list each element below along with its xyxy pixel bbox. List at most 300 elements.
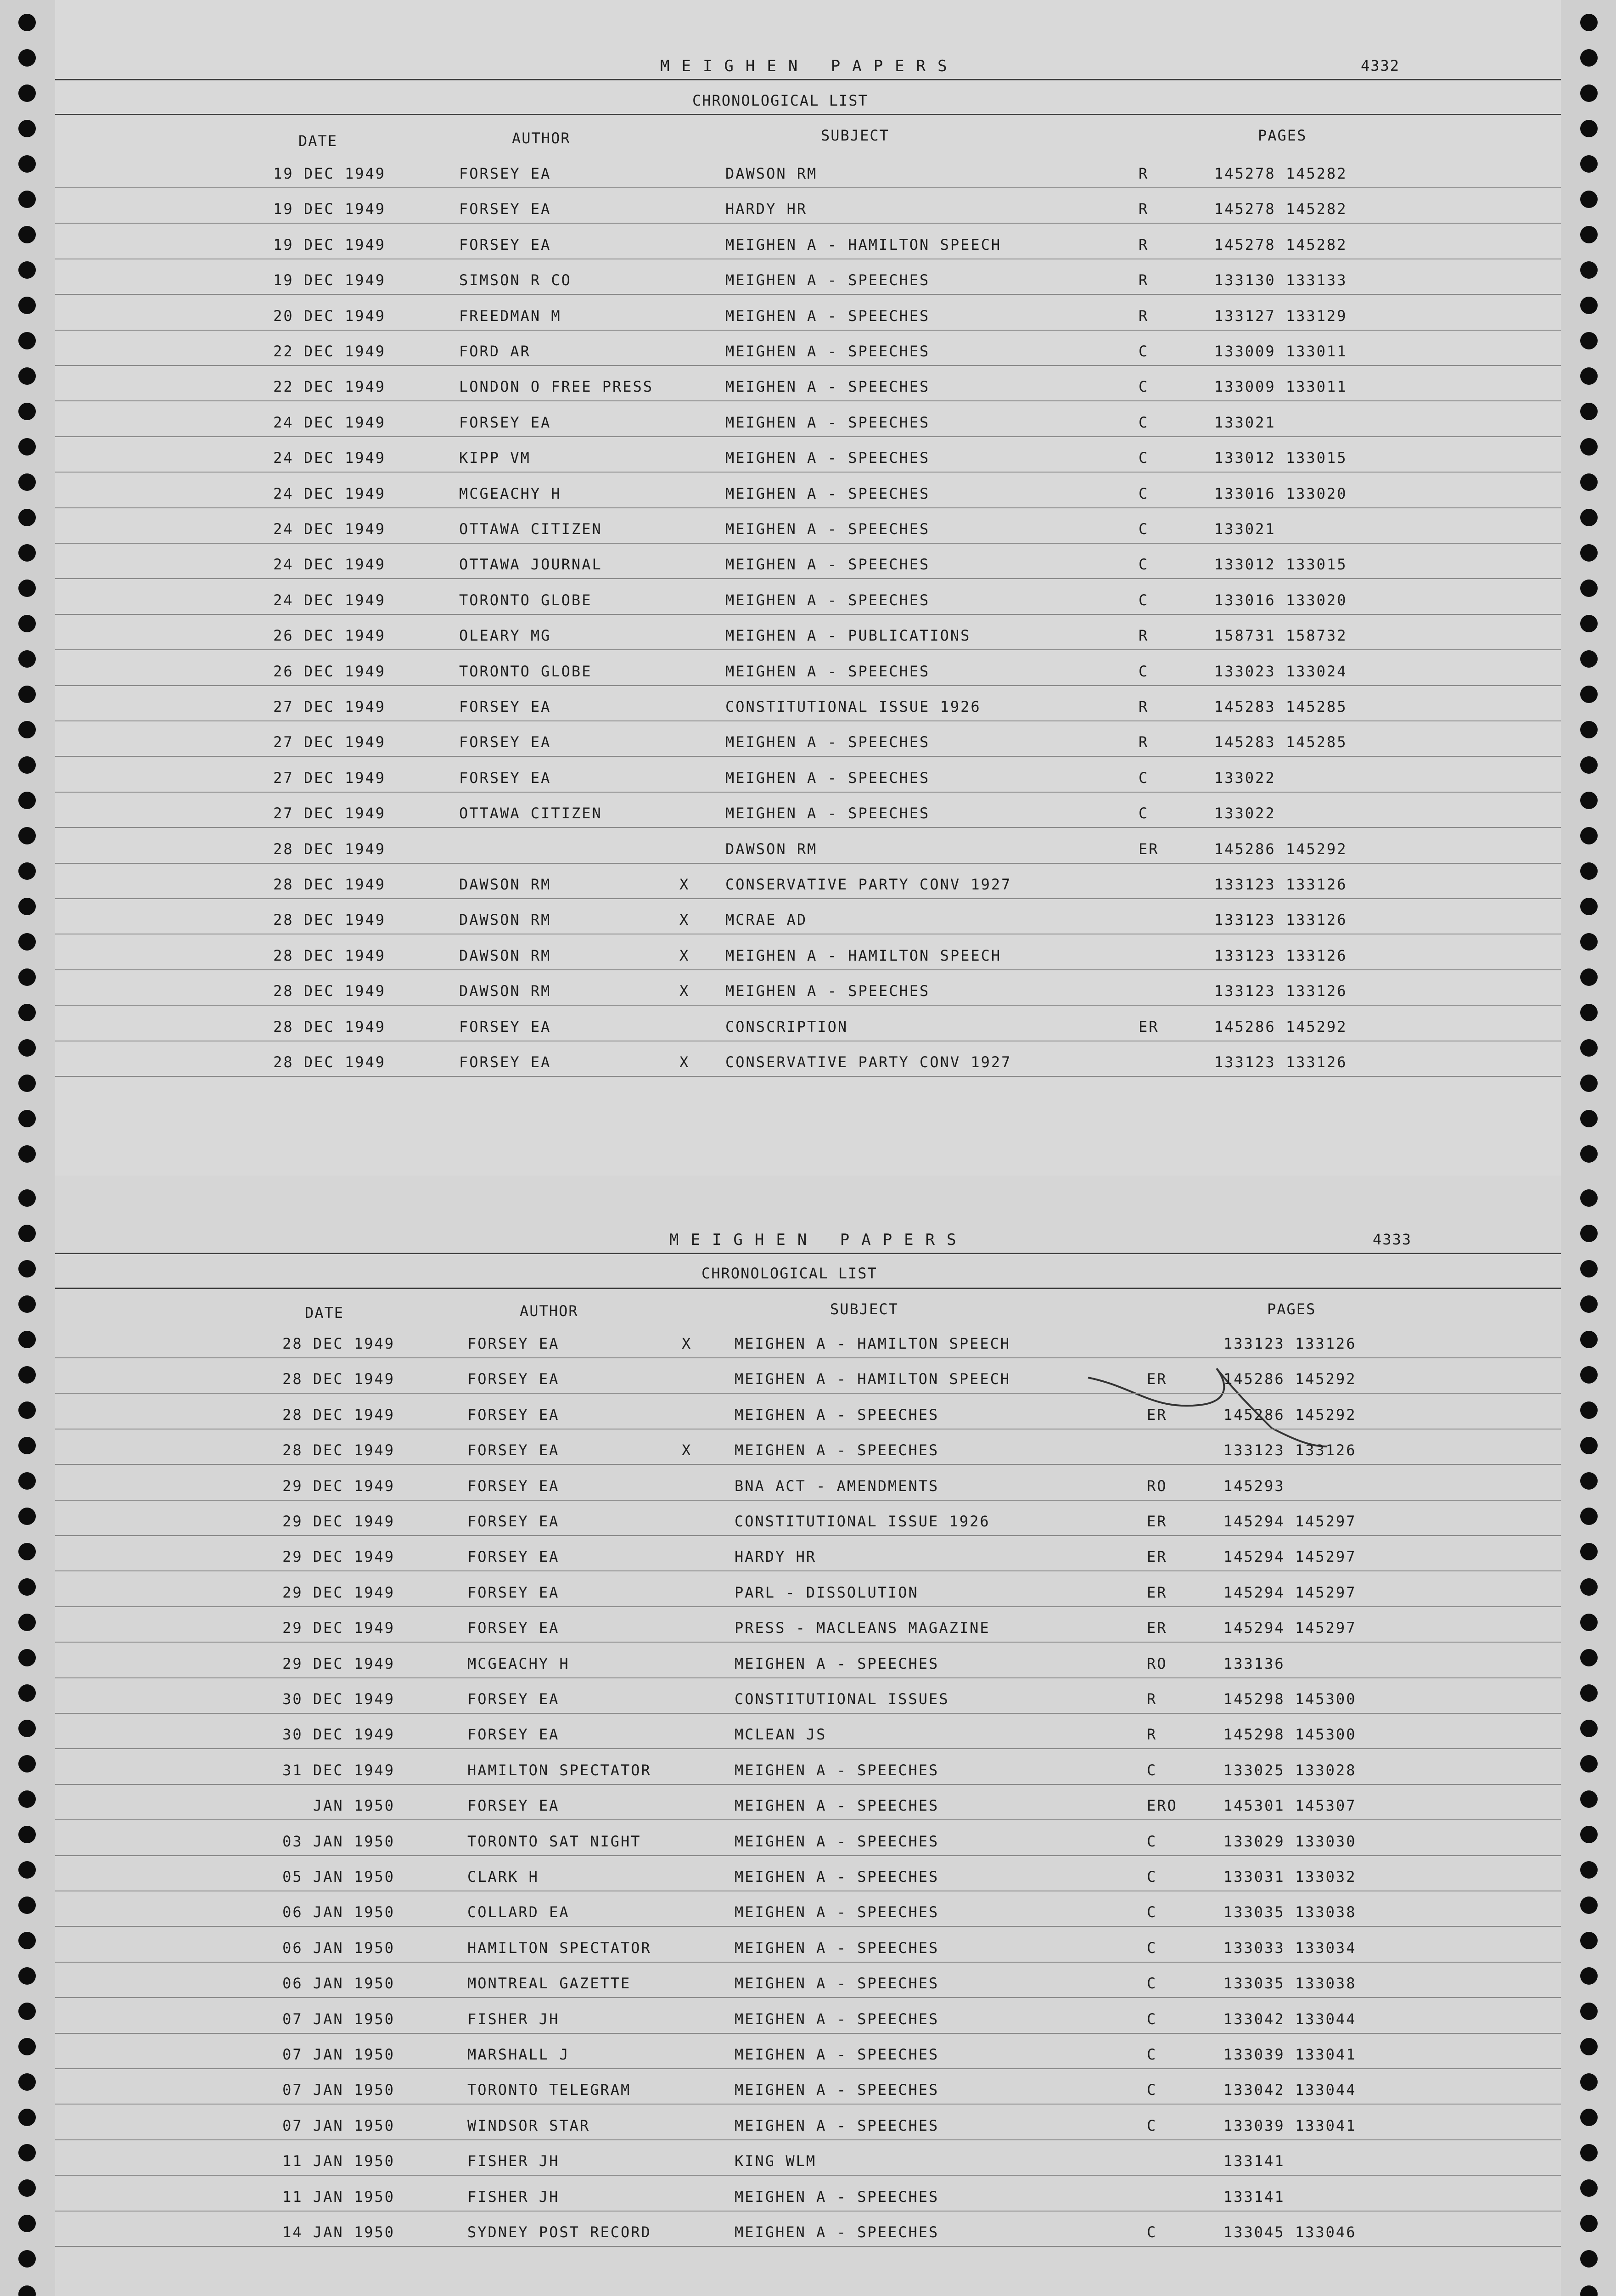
sheet-title: MEIGHEN PAPERS (669, 1231, 968, 1249)
cell-subject: MEIGHEN A - SPEECHES (735, 1441, 939, 1459)
cell-code: C (1147, 2116, 1157, 2134)
sprocket-hole (18, 650, 36, 668)
row-rule (55, 187, 1561, 188)
sprocket-hole (1580, 1720, 1598, 1737)
column-header-author: AUTHOR (520, 1302, 578, 1320)
cell-subject: MEIGHEN A - SPEECHES (735, 1939, 939, 1957)
cell-author: FORSEY EA (459, 165, 551, 182)
rule (55, 1253, 1561, 1254)
row-rule (55, 792, 1561, 793)
sprocket-hole (18, 1967, 36, 1985)
cell-author: OTTAWA CITIZEN (459, 805, 602, 822)
sprocket-hole (18, 473, 36, 491)
cell-code: ER (1147, 1548, 1167, 1566)
row-rule (55, 1677, 1561, 1678)
row-rule (55, 1535, 1561, 1536)
cell-subject: DAWSON RM (725, 840, 818, 858)
cell-subject: MCLEAN JS (735, 1726, 827, 1744)
cell-date: 19 DEC 1949 (273, 271, 386, 289)
sprocket-hole (1580, 580, 1598, 597)
column-header-author: AUTHOR (512, 129, 571, 147)
cell-date: 11 JAN 1950 (282, 2152, 395, 2170)
cell-code: R (1139, 627, 1149, 645)
cell-author: DAWSON RM (459, 946, 551, 964)
row-rule (55, 400, 1561, 401)
cell-date: 27 DEC 1949 (273, 698, 386, 715)
sprocket-hole (18, 1861, 36, 1879)
cell-code: R (1139, 271, 1149, 289)
sprocket-hole (18, 1826, 36, 1843)
sprocket-hole (18, 120, 36, 137)
cell-date: 19 DEC 1949 (273, 165, 386, 182)
cell-code: C (1139, 378, 1149, 396)
sprocket-hole (18, 2073, 36, 2091)
cell-subject: MEIGHEN A - SPEECHES (735, 2010, 939, 2028)
sprocket-hole (18, 1075, 36, 1092)
cell-author: FORSEY EA (459, 1053, 551, 1071)
sprocket-hole (18, 2109, 36, 2126)
sprocket-hole (1580, 898, 1598, 915)
cell-subject: MEIGHEN A - SPEECHES (735, 2188, 939, 2206)
sprocket-hole (18, 1189, 36, 1207)
sprocket-hole (18, 297, 36, 314)
sprocket-hole (1580, 509, 1598, 526)
row-rule (55, 898, 1561, 899)
cell-pages: 133042 133044 (1223, 2081, 1357, 2099)
sprocket-hole (1580, 933, 1598, 951)
row-rule (55, 614, 1561, 615)
sheet-title: MEIGHEN PAPERS (660, 57, 959, 75)
column-header-pages: PAGES (1258, 127, 1307, 144)
cell-date: 28 DEC 1949 (273, 876, 386, 893)
cell-subject: MEIGHEN A - PUBLICATIONS (725, 627, 971, 645)
cell-date: 26 DEC 1949 (273, 662, 386, 680)
cell-code: C (1139, 484, 1149, 502)
sprocket-hole (1580, 1543, 1598, 1560)
cell-code: C (1147, 1903, 1157, 1921)
sprocket-hole (18, 1145, 36, 1163)
cell-date: 07 JAN 1950 (282, 2116, 395, 2134)
cell-author: FORSEY EA (459, 1018, 551, 1035)
sprocket-hole (18, 1295, 36, 1313)
cell-pages: 133039 133041 (1223, 2116, 1357, 2134)
cell-pages: 133031 133032 (1223, 1868, 1357, 1885)
sprocket-hole (1580, 1260, 1598, 1277)
sprocket-hole (1580, 261, 1598, 279)
sprocket-hole (1580, 1189, 1598, 1207)
sprocket-hole (18, 2179, 36, 2197)
cell-subject: MEIGHEN A - SPEECHES (725, 413, 930, 431)
sprocket-hole (1580, 2003, 1598, 2020)
cell-date: 28 DEC 1949 (273, 982, 386, 1000)
sprocket-hole (18, 1366, 36, 1384)
rule (55, 79, 1561, 80)
cell-author: FORSEY EA (459, 733, 551, 751)
cell-author: FORSEY EA (467, 1335, 560, 1352)
cell-date: 28 DEC 1949 (273, 911, 386, 929)
cell-author: DAWSON RM (459, 911, 551, 929)
cell-pages: 133123 133126 (1214, 876, 1347, 893)
cell-x: X (682, 1441, 692, 1459)
sprocket-hole (1580, 473, 1598, 491)
cell-date: 28 DEC 1949 (273, 1018, 386, 1035)
cell-date: 07 JAN 1950 (282, 2046, 395, 2063)
cell-pages: 145286 145292 (1214, 840, 1347, 858)
row-rule (55, 1926, 1561, 1927)
sprocket-hole (18, 1932, 36, 1949)
cell-code: C (1147, 1761, 1157, 1779)
cell-author: FORSEY EA (467, 1513, 560, 1530)
cell-pages: 133039 133041 (1223, 2046, 1357, 2063)
cell-code: RO (1147, 1477, 1167, 1495)
cell-code: C (1147, 1868, 1157, 1885)
row-rule (55, 1819, 1561, 1820)
cell-pages: 133012 133015 (1214, 556, 1347, 574)
sprocket-hole (1580, 1366, 1598, 1384)
cell-code: R (1139, 307, 1149, 325)
cell-subject: MEIGHEN A - SPEECHES (725, 343, 930, 360)
sprocket-hole (1580, 1039, 1598, 1057)
cell-author: FORSEY EA (467, 1370, 560, 1388)
sprocket-hole (1580, 968, 1598, 986)
cell-pages: 133123 133126 (1223, 1335, 1357, 1352)
sprocket-hole (18, 1896, 36, 1914)
cell-code: C (1139, 769, 1149, 787)
cell-code: C (1147, 2046, 1157, 2063)
row-rule (55, 2104, 1561, 2105)
row-rule (55, 1357, 1561, 1358)
cell-pages: 133035 133038 (1223, 1975, 1357, 1992)
cell-date: 30 DEC 1949 (282, 1726, 395, 1744)
cell-pages: 133141 (1223, 2188, 1285, 2206)
cell-date: 07 JAN 1950 (282, 2010, 395, 2028)
cell-pages: 145286 145292 (1214, 1018, 1347, 1035)
sprocket-hole (18, 1039, 36, 1057)
cell-date: 29 DEC 1949 (282, 1619, 395, 1637)
cell-subject: BNA ACT - AMENDMENTS (735, 1477, 939, 1495)
cell-code: C (1147, 1939, 1157, 1957)
row-rule (55, 543, 1561, 544)
sprocket-hole (18, 2144, 36, 2161)
cell-author: FORSEY EA (467, 1619, 560, 1637)
cell-date: 24 DEC 1949 (273, 449, 386, 467)
cell-author: FORSEY EA (467, 1726, 560, 1744)
row-rule (55, 2246, 1561, 2247)
sprocket-hole (18, 191, 36, 208)
cell-date: 19 DEC 1949 (273, 200, 386, 218)
row-rule (55, 1005, 1561, 1006)
sprocket-hole (1580, 155, 1598, 173)
cell-pages: 133022 (1214, 769, 1276, 787)
row-rule (55, 2033, 1561, 2034)
cell-subject: MEIGHEN A - SPEECHES (735, 1832, 939, 1850)
cell-date: 24 DEC 1949 (273, 484, 386, 502)
cell-date: 05 JAN 1950 (282, 1868, 395, 1885)
column-header-subject: SUBJECT (821, 127, 889, 144)
cell-pages: 133042 133044 (1223, 2010, 1357, 2028)
sprocket-hole (18, 438, 36, 456)
cell-code: RO (1147, 1654, 1167, 1672)
row-rule (55, 1570, 1561, 1571)
cell-date: 24 DEC 1949 (273, 556, 386, 574)
row-rule (55, 1606, 1561, 1607)
cell-pages: 145278 145282 (1214, 200, 1347, 218)
sprocket-hole (18, 721, 36, 738)
cell-author: MONTREAL GAZETTE (467, 1975, 631, 1992)
sprocket-hole (1580, 332, 1598, 349)
cell-pages: 133045 133046 (1223, 2223, 1357, 2241)
row-rule (55, 649, 1561, 650)
sprocket-hole (18, 155, 36, 173)
cell-pages: 133127 133129 (1214, 307, 1347, 325)
cell-pages: 133033 133034 (1223, 1939, 1357, 1957)
sprocket-hole (18, 544, 36, 562)
cell-date: 28 DEC 1949 (282, 1335, 395, 1352)
sprocket-hole (18, 968, 36, 986)
sprocket-hole (18, 2250, 36, 2268)
cell-author: DAWSON RM (459, 876, 551, 893)
cell-author: HAMILTON SPECTATOR (467, 1939, 651, 1957)
cell-author: FORSEY EA (467, 1690, 560, 1708)
cell-code: ERO (1147, 1797, 1178, 1815)
cell-date: 27 DEC 1949 (273, 733, 386, 751)
cell-x: X (679, 911, 690, 929)
cell-author: WINDSOR STAR (467, 2116, 590, 2134)
sprocket-hole (1580, 49, 1598, 67)
cell-subject: MEIGHEN A - SPEECHES (725, 805, 930, 822)
row-rule (55, 1642, 1561, 1643)
row-rule (55, 1076, 1561, 1077)
row-rule (55, 756, 1561, 757)
cell-subject: CONSCRIPTION (725, 1018, 848, 1035)
cell-pages: 133141 (1223, 2152, 1285, 2170)
cell-code: R (1139, 165, 1149, 182)
sprocket-hole (18, 2215, 36, 2232)
sprocket-hole (18, 367, 36, 385)
cell-subject: PRESS - MACLEANS MAGAZINE (735, 1619, 990, 1637)
cell-code: C (1139, 413, 1149, 431)
cell-pages: 133130 133133 (1214, 271, 1347, 289)
sprocket-hole (18, 1437, 36, 1454)
cell-code: C (1139, 343, 1149, 360)
cell-subject: CONSTITUTIONAL ISSUE 1926 (735, 1513, 990, 1530)
cell-date: 22 DEC 1949 (273, 378, 386, 396)
sprocket-hole (1580, 1004, 1598, 1021)
sprocket-hole (18, 1401, 36, 1419)
cell-date: 28 DEC 1949 (273, 946, 386, 964)
row-rule (55, 1464, 1561, 1465)
cell-subject: CONSERVATIVE PARTY CONV 1927 (725, 876, 1012, 893)
page-number: 4333 (1373, 1231, 1412, 1248)
row-rule (55, 720, 1561, 721)
sprocket-hole (18, 14, 36, 31)
cell-date: 28 DEC 1949 (282, 1370, 395, 1388)
sprocket-hole (1580, 2038, 1598, 2055)
cell-subject: CONSTITUTIONAL ISSUES (735, 1690, 949, 1708)
cell-date: 06 JAN 1950 (282, 1939, 395, 1957)
cell-date: 20 DEC 1949 (273, 307, 386, 325)
cell-subject: MEIGHEN A - SPEECHES (725, 733, 930, 751)
sprocket-hole (1580, 1861, 1598, 1879)
cell-date: 26 DEC 1949 (273, 627, 386, 645)
cell-date: 24 DEC 1949 (273, 591, 386, 609)
sprocket-hole (1580, 1932, 1598, 1949)
cell-author: SYDNEY POST RECORD (467, 2223, 651, 2241)
sprocket-hole (1580, 862, 1598, 880)
cell-subject: MEIGHEN A - SPEECHES (725, 484, 930, 502)
cell-subject: HARDY HR (735, 1548, 817, 1566)
cell-author: SIMSON R CO (459, 271, 572, 289)
cell-x: X (682, 1335, 692, 1352)
cell-pages: 133123 133126 (1214, 1053, 1347, 1071)
cell-author: FORSEY EA (467, 1797, 560, 1815)
cell-subject: MEIGHEN A - SPEECHES (735, 1903, 939, 1921)
sprocket-hole (1580, 1075, 1598, 1092)
cell-pages: 145294 145297 (1223, 1583, 1357, 1601)
page-number: 4332 (1361, 57, 1400, 74)
cell-author: FORSEY EA (459, 413, 551, 431)
cell-subject: MEIGHEN A - SPEECHES (725, 982, 930, 1000)
row-rule (55, 365, 1561, 366)
sprocket-hole (18, 792, 36, 809)
cell-date: 24 DEC 1949 (273, 520, 386, 538)
cell-author: TORONTO TELEGRAM (467, 2081, 631, 2099)
cell-pages: 133021 (1214, 520, 1276, 538)
sprocket-hole (18, 1110, 36, 1127)
row-rule (55, 507, 1561, 508)
row-rule (55, 1784, 1561, 1785)
sprocket-hole (18, 1004, 36, 1021)
cell-pages: 145283 145285 (1214, 698, 1347, 715)
sprocket-hole (18, 1614, 36, 1631)
cell-author: FORSEY EA (459, 236, 551, 253)
sprocket-hole (1580, 191, 1598, 208)
cell-code: ER (1147, 1370, 1167, 1388)
sprocket-hole (18, 84, 36, 102)
cell-date: 28 DEC 1949 (273, 1053, 386, 1071)
cell-subject: KING WLM (735, 2152, 817, 2170)
sprocket-hole (1580, 1110, 1598, 1127)
cell-pages: 145294 145297 (1223, 1548, 1357, 1566)
cell-subject: MEIGHEN A - SPEECHES (725, 307, 930, 325)
row-rule (55, 685, 1561, 686)
cell-author: FORSEY EA (467, 1441, 560, 1459)
sprocket-hole (1580, 2179, 1598, 2197)
cell-date: 22 DEC 1949 (273, 343, 386, 360)
cell-subject: MEIGHEN A - SPEECHES (735, 2116, 939, 2134)
cell-author: DAWSON RM (459, 982, 551, 1000)
sprocket-hole (1580, 615, 1598, 632)
cell-author: FORSEY EA (459, 200, 551, 218)
sprocket-hole (1580, 1472, 1598, 1490)
cell-code: ER (1139, 1018, 1159, 1035)
cell-pages: 145298 145300 (1223, 1726, 1357, 1744)
row-rule (55, 2175, 1561, 2176)
sprocket-hole (1580, 544, 1598, 562)
cell-pages: 133023 133024 (1214, 662, 1347, 680)
sprocket-hole (1580, 1508, 1598, 1525)
printout-sheet-4333 (0, 1176, 1616, 2296)
sprocket-hole (18, 1225, 36, 1242)
sprocket-hole (18, 1684, 36, 1702)
cell-date: 03 JAN 1950 (282, 1832, 395, 1850)
sprocket-hole (18, 756, 36, 774)
cell-author: FISHER JH (467, 2188, 560, 2206)
sprocket-hole (18, 933, 36, 951)
cell-author: FISHER JH (467, 2152, 560, 2170)
row-rule (55, 1748, 1561, 1749)
cell-code: C (1139, 520, 1149, 538)
cell-subject: MEIGHEN A - SPEECHES (735, 1868, 939, 1885)
cell-pages: 133029 133030 (1223, 1832, 1357, 1850)
cell-pages: 158731 158732 (1214, 627, 1347, 645)
cell-author: OLEARY MG (459, 627, 551, 645)
cell-pages: 133016 133020 (1214, 591, 1347, 609)
cell-subject: MEIGHEN A - SPEECHES (735, 2081, 939, 2099)
cell-code: C (1147, 2010, 1157, 2028)
row-rule (55, 2068, 1561, 2069)
cell-author: FORSEY EA (459, 698, 551, 715)
cell-code: C (1139, 556, 1149, 574)
row-rule (55, 827, 1561, 828)
cell-x: X (679, 876, 690, 893)
cell-code: R (1139, 200, 1149, 218)
sprocket-hole (18, 1578, 36, 1596)
sprocket-hole (18, 862, 36, 880)
cell-pages: 133022 (1214, 805, 1276, 822)
cell-code: ER (1147, 1406, 1167, 1424)
sprocket-hole (18, 509, 36, 526)
sprocket-hole (1580, 827, 1598, 844)
sprocket-hole (1580, 1790, 1598, 1808)
cell-subject: MEIGHEN A - SPEECHES (725, 556, 930, 574)
row-rule (55, 1855, 1561, 1856)
cell-subject: PARL - DISSOLUTION (735, 1583, 919, 1601)
cell-date: 11 JAN 1950 (282, 2188, 395, 2206)
sprocket-hole (18, 261, 36, 279)
cell-author: TORONTO SAT NIGHT (467, 1832, 641, 1850)
cell-code: C (1139, 805, 1149, 822)
cell-code: C (1147, 1975, 1157, 1992)
cell-author: CLARK H (467, 1868, 539, 1885)
sprocket-hole (18, 1790, 36, 1808)
sprocket-hole (1580, 1826, 1598, 1843)
sprocket-hole (1580, 1684, 1598, 1702)
cell-x: X (679, 982, 690, 1000)
cell-author: COLLARD EA (467, 1903, 570, 1921)
cell-subject: MEIGHEN A - SPEECHES (735, 1797, 939, 1815)
cell-author: FORD AR (459, 343, 531, 360)
cell-author: FORSEY EA (459, 769, 551, 787)
list-subtitle: CHRONOLOGICAL LIST (692, 92, 868, 109)
sprocket-hole (18, 226, 36, 243)
cell-date: 30 DEC 1949 (282, 1690, 395, 1708)
rule (55, 1288, 1561, 1289)
sprocket-hole (1580, 120, 1598, 137)
cell-pages: 133123 133126 (1214, 982, 1347, 1000)
sprocket-hole (18, 1331, 36, 1348)
cell-pages: 145286 145292 (1223, 1406, 1357, 1424)
column-header-subject: SUBJECT (830, 1300, 898, 1318)
cell-author: KIPP VM (459, 449, 531, 467)
cell-date: 29 DEC 1949 (282, 1548, 395, 1566)
row-rule (55, 2139, 1561, 2140)
cell-subject: MEIGHEN A - SPEECHES (725, 662, 930, 680)
cell-subject: MEIGHEN A - SPEECHES (735, 1975, 939, 1992)
cell-date: 06 JAN 1950 (282, 1975, 395, 1992)
cell-subject: MEIGHEN A - SPEECHES (725, 449, 930, 467)
cell-pages: 133035 133038 (1223, 1903, 1357, 1921)
